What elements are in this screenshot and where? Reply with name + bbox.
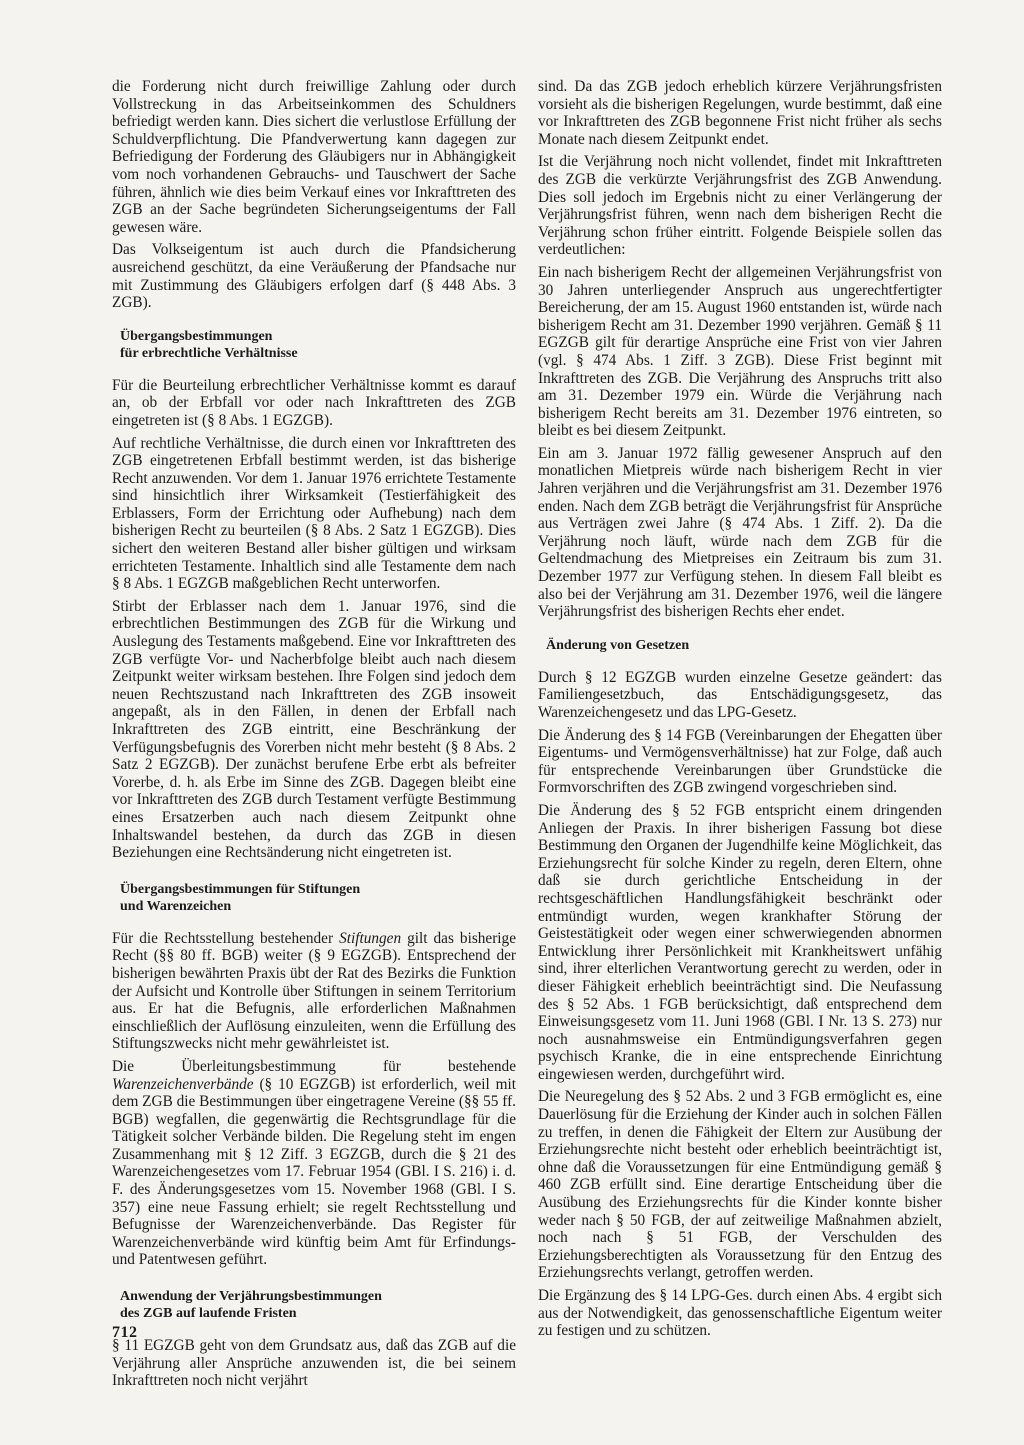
paragraph: Das Volkseigentum ist auch durch die Pfandsicherung ausreichend geschützt, da eine Veräußerung der Pfandsache nur mit Zustimmung des Gläubigers erfolgen darf (§ 448 Abs. 3 ZGB).: [112, 241, 516, 312]
emphasis: Stiftungen: [339, 929, 402, 947]
paragraph: Ein am 3. Januar 1972 fällig gewesener Anspruch auf den monatlichen Mietpreis würde nach bisherigem Recht in vier Jahren verjähren und die Verjährungsfrist am 31. Dezember 1976 enden. Nach dem ZGB beträgt die Verjährungsfrist für Ansprüche aus Verträgen zwei Jahre (§ 474 Abs. 1 Ziff. 2). Da die Verjährung noch läuft, würde nach dem ZGB für die Geltendmachung des Mietpreises ein Zeitraum bis zum 31. Dezember 1977 zur Verfügung stehen. In diesem Fall bleibt es also bei der Verjährung am 31. Dezember 1976, weil die längere Verjährungsfrist des bisherigen Rechts eher endet.: [538, 444, 942, 621]
paragraph: Die Neuregelung des § 52 Abs. 2 und 3 FGB ermöglicht es, eine Dauerlösung für die Erziehung der Kinder auch in solchen Fällen zu treffen, in denen die Fähigkeit der Eltern zur Ausübung der Erziehungsrechte nicht besteht oder erheblich beeinträchtigt ist, ohne daß die Voraussetzungen für eine Entmündigung gemäß § 460 ZGB erfüllt sind. Eine derartige Entscheidung über die Ausübung des Erziehungsrechts für die Kinder konnte bisher weder nach § 50 FGB, der auf zeitweilige Maßnahmen abzielt, noch nach § 51 FGB, der Verschulden des Erziehungsberechtigten als Voraussetzung für den Entzug des Erziehungsrechts verlangt, getroffen werden.: [538, 1088, 942, 1282]
emphasis: Warenzeichenverbände: [112, 1075, 254, 1093]
text-run: gilt das bisherige Recht (§§ 80 ff. BGB) weiter (§ 9 EGZGB). Entsprechend der bisherigen bewährten Praxis übt der Rat des Bezirks die Funktion der Aufsicht und Kontrolle über Stiftungen in seinem Territorium aus. Er hat die Befugnis, alle erforderlichen Maßnahmen einschließlich der Auflösung einzuleiten, wenn die Erfüllung des Stiftungszwecks nicht mehr gewährleistet ist.: [112, 929, 516, 1053]
paragraph: die Forderung nicht durch freiwillige Zahlung oder durch Vollstreckung in das Arbeitseinkommen des Schuldners befriedigt werden kann. Dies sichert die verlustlose Erfüllung der Schuldverpflichtung. Die Pfandverwertung kann dagegen zur Befriedigung der Forderung des Gläubigers nur in Abhängigkeit vom noch vorhandenen Gebrauchs- und Tauschwert der Sache führen, ähnlich wie dies beim Verkauf eines vor Inkrafttreten des ZGB an der Sache begründeten Sicherungseigentums der Fall gewesen wäre.: [112, 78, 516, 236]
text-run: Die Überleitungsbestimmung für bestehende: [112, 1057, 516, 1075]
page-number: 712: [112, 1324, 138, 1341]
paragraph: Ein nach bisherigem Recht der allgemeinen Verjährungsfrist von 30 Jahren unterliegender Anspruch aus ungerechtfertigter Bereicherung, der am 15. August 1960 entstanden ist, würde nach bisherigem Recht am 31. Dezember 1990 verjähren. Gemäß § 11 EGZGB gilt für derartige Ansprüche eine Frist von vier Jahren (vgl. § 474 Abs. 1 Ziff. 3 ZGB). Diese Frist beginnt mit Inkrafttreten des ZGB. Die Verjährung des Anspruchs tritt also am 31. Dezember 1979 ein. Würde die Verjährung nach bisherigem Recht bereits am 31. Dezember 1976 eintreten, so bleibt es bei diesem Zeitpunkt.: [538, 263, 942, 440]
text-run: Für die Rechtsstellung bestehender: [112, 929, 340, 947]
paragraph: Auf rechtliche Verhältnisse, die durch einen vor Inkrafttreten des ZGB eingetretenen Erbfall bestimmt werden, ist das bisherige Recht anzuwenden. Vor dem 1. Januar 1976 errichtete Testamente sind hinsichtlich ihrer Wirksamkeit (Testierfähigkeit des Erblassers, Form der Errichtung oder Aufhebung) nach dem bisherigen Recht zu beurteilen (§ 8 Abs. 2 Satz 1 EGZGB). Dies sichert den weiteren Bestand aller bisher gültigen und wirksam errichteten Testamente. Inhaltlich sind alle Testamente dem nach § 8 Abs. 1 EGZGB maßgeblichen Recht unterworfen.: [112, 434, 516, 593]
heading-line: Anwendung der Verjährungsbestimmungen: [120, 1289, 382, 1305]
heading-line: Übergangsbestimmungen für Stiftungen: [120, 881, 361, 897]
section-heading: Änderung von Gesetzen: [546, 637, 690, 653]
paragraph: § 11 EGZGB geht von dem Grundsatz aus, daß das ZGB auf die Verjährung aller Ansprüche anzuwenden ist, die bei seinem Inkrafttreten noch nicht verjährt: [112, 1337, 516, 1390]
paragraph: Die Ergänzung des § 14 LPG-Ges. durch einen Abs. 4 ergibt sich aus der Notwendigkeit, das genossenschaftliche Eigentum weiter zu festigen und zu schützen.: [538, 1287, 942, 1340]
paragraph: Für die Beurteilung erbrechtlicher Verhältnisse kommt es darauf an, ob der Erbfall vor oder nach Inkrafttreten des ZGB eingetreten ist (§ 8 Abs. 1 EGZGB).: [112, 376, 516, 429]
text-run: (§ 10 EGZGB) ist erforderlich, weil mit dem ZGB die Bestimmungen über eingetragene Vereine (§§ 55 ff. BGB) wegfallen, die gegenwärtig die Rechtsgrundlage für die Tätigkeit solcher Verbände bilden. Die Regelung steht im engen Zusammenhang mit § 12 Ziff. 3 EGZGB, durch die § 21 des Warenzeichengesetzes vom 17. Februar 1954 (GBl. I S. 216) i. d. F. des Änderungsgesetzes vom 15. November 1968 (GBl. I S. 357) eine neue Fassung erhielt; sie regelt Rechtsstellung und Befugnisse der Warenzeichenverbände. Das Register für Warenzeichenverbände wird künftig beim Amt für Erfindungs- und Patentwesen geführt.: [112, 1075, 516, 1269]
heading-line: für erbrechtliche Verhältnisse: [120, 345, 298, 361]
paragraph: Durch § 12 EGZGB wurden einzelne Gesetze geändert: das Familiengesetzbuch, das Entschädigungsgesetz, das Warenzeichengesetz und das LPG-Gesetz.: [538, 668, 942, 721]
heading-line: des ZGB auf laufende Fristen: [120, 1306, 297, 1322]
paragraph: Die Änderung des § 14 FGB (Vereinbarungen der Ehegatten über Eigentums- und Vermögensverhältnisse) hat zur Folge, daß auch für entsprechende Vereinbarungen über Grundstücke die Formvorschriften des ZGB zwingend vorgeschrieben sind.: [538, 726, 942, 797]
section-heading: [120, 1288, 516, 1322]
paragraph: Ist die Verjährung noch nicht vollendet, findet mit Inkrafttreten des ZGB die verkürzte Verjährungsfrist des ZGB Anwendung. Dies soll jedoch im Ergebnis nicht zu einer Verlängerung der Verjährungsfrist führen, wenn nach dem bisherigen Recht die Verjährung schon früher eintritt. Folgende Beispiele sollen das verdeutlichen:: [538, 153, 942, 259]
heading-line: und Warenzeichen: [120, 898, 232, 914]
paragraph: sind. Da das ZGB jedoch erheblich kürzere Verjährungsfristen vorsieht als die bisherigen Regelungen, wurde bestimmt, daß eine vor Inkrafttreten des ZGB begonnene Frist nicht früher als sechs Monate nach diesem Zeitpunkt endet.: [538, 78, 942, 148]
paragraph: Die Änderung des § 52 FGB entspricht einem dringenden Anliegen der Praxis. In ihrer bisherigen Fassung bot diese Bestimmung den Organen der Jugendhilfe keine Möglichkeit, das Erziehungsrecht für solche Kinder zu regeln, deren Eltern, ohne daß sie durch gerichtliche Entscheidung in der rechtsgeschäftlichen Handlungsfähigkeit beschränkt oder entmündigt wurden, wegen krankhafter Störung der Geistestätigkeit oder wegen einer schwerwiegenden abnormen Entwicklung ihrer Persönlichkeit mit Krankheitswert unfähig sind, ihrer elterlichen Verantwortung gerecht zu werden, oder in dieser Fähigkeit erheblich beeinträchtigt sind. Die Neufassung des § 52 Abs. 1 FGB berücksichtigt, daß entsprechend dem Einweisungsgesetz vom 11. Juni 1968 (GBl. I Nr. 13 S. 273) nur noch ausnahmsweise ein Entmündigungsverfahren gegen psychisch Kranke, die in eine entsprechende Einrichtung eingewiesen werden, durchgeführt wird.: [538, 801, 942, 1083]
paragraph: Stirbt der Erblasser nach dem 1. Januar 1976, sind die erbrechtlichen Bestimmungen des ZGB für die Wirkung und Auslegung des Testaments maßgebend. Eine vor Inkrafttreten des ZGB verfügte Vor- und Nacherbfolge bleibt auch nach diesem Zeitpunkt weiter wirksam bestehen. Ihre Folgen sind jedoch dem neuen Rechtszustand nach Inkrafttreten des ZGB insoweit angepaßt, als in den Fällen, in denen der Erbfall nach Inkrafttreten des ZGB eintritt, eine Beschränkung der Verfügungsbefugnis des Vorerben nicht mehr besteht (§ 8 Abs. 2 Satz 2 EGZGB). Der zunächst berufene Erbe erbt als befreiter Vorerbe, d. h. als Erbe im Sinne des ZGB. Dagegen bleibt eine vor Inkrafttreten des ZGB durch Testament verfügte Bestimmung eines Ersatzerben auch nach diesem Zeitpunkt ohne Inhaltswandel bestehen, da durch das ZGB in diesen Beziehungen eine Rechtsänderung nicht eingetreten ist.: [112, 597, 516, 862]
paragraph: [112, 1058, 516, 1269]
paragraph: [112, 930, 516, 1053]
left-column: [112, 78, 516, 1395]
section-heading: [120, 328, 516, 362]
right-column: [538, 78, 942, 1345]
section-heading: [120, 881, 516, 915]
heading-line: Übergangsbestimmungen: [120, 328, 273, 344]
